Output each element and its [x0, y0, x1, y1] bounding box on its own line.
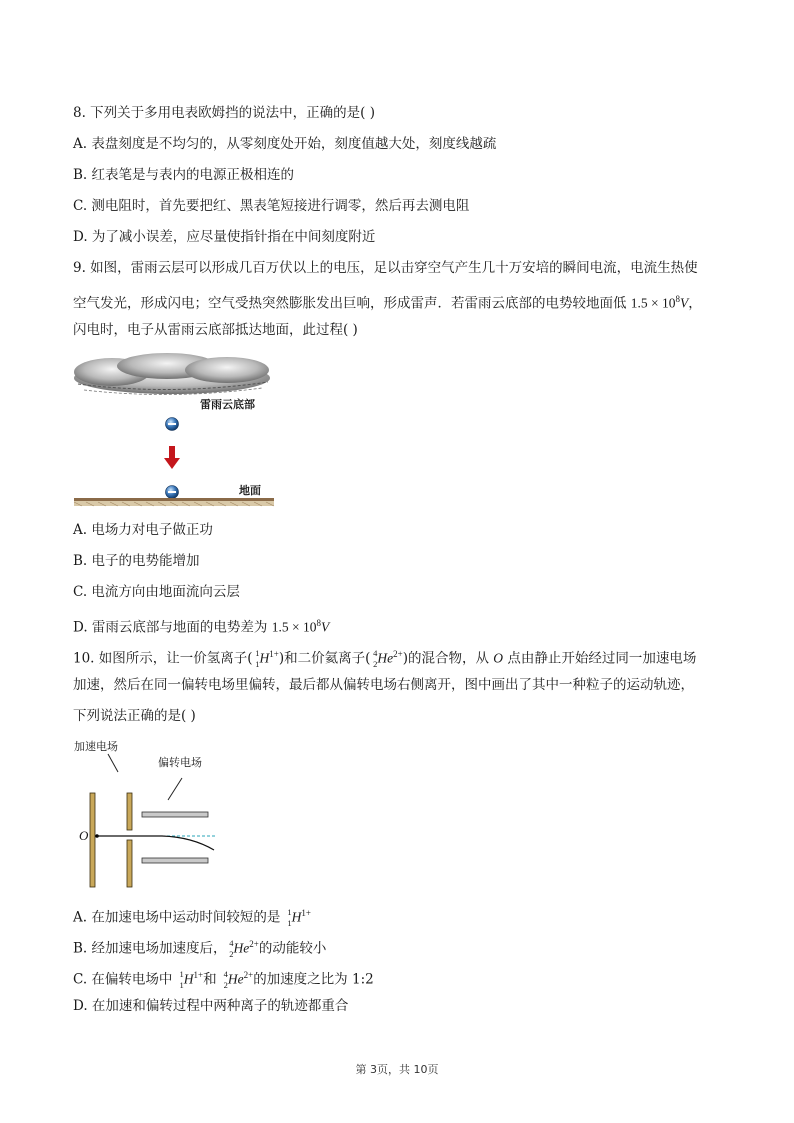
q10-option-b: B. 经加速电场加速度后， 4 2 $He^{2+}$的动能较小: [73, 938, 327, 959]
accel-plate-right-top: [127, 793, 132, 830]
cloud-shape: [74, 353, 270, 395]
deflect-field-label: 偏转电场: [158, 756, 202, 769]
q10-stem-line1: 10. 如图所示，让一价氢离子( 1 1 $H^{1+}$)和二价氦离子( 4 2 $He^{2+}$)的混合物，从 O 点由静止开始经过同一加速电场: [73, 648, 697, 669]
q10-stem-line3: 下列说法正确的是( ): [73, 708, 196, 724]
deflect-plate-bottom: [142, 858, 208, 863]
q9-option-d: D. 雷雨云底部与地面的电势差为 $1.5 \times 10^8V$: [73, 618, 330, 636]
q10-stem-line2: 加速，然后在同一偏转电场里偏转，最后都从偏转电场右侧离开，图中画出了其中一种粒子的运动轨迹，: [73, 677, 694, 693]
electron-bottom: [166, 486, 179, 499]
q9-option-a: A. 电场力对电子做正功: [73, 522, 213, 538]
o-point-label: O: [79, 828, 89, 843]
q9-stem-line2: 空气发光，形成闪电；空气受热突然膨胀发出巨响，形成雷声．若雷雨云底部的电势较地面低 $1.5 \times 10^8V$，: [73, 294, 702, 312]
ground-surface: [74, 498, 274, 506]
cloud-bottom-label: 雷雨云底部: [200, 398, 255, 411]
accel-plate-left: [90, 793, 95, 887]
q9-option-b: B. 电子的电势能增加: [73, 553, 200, 569]
particle-trajectory: [97, 836, 214, 850]
page-footer: 第 3页，共 10页: [355, 1063, 439, 1076]
q10-option-d: D. 在加速和偏转过程中两种离子的轨迹都重合: [73, 998, 349, 1014]
electron-top: [166, 418, 179, 431]
deflect-label-pointer: [168, 778, 182, 800]
q8-option-d: D. 为了减小误差，应尽量使指针指在中间刻度附近: [73, 229, 376, 245]
q8-stem: 8. 下列关于多用电表欧姆挡的说法中，正确的是( ): [73, 105, 375, 121]
q9-stem-line3: 闪电时，电子从雷雨云底部抵达地面，此过程( ): [73, 322, 358, 338]
q10-figure: [72, 738, 232, 893]
q10-option-c: C. 在偏转电场中 1 1 $H^{1+}$和 4 2 $He^{2+}$的加速度之比为 1:2: [73, 969, 374, 990]
accel-deflect-diagram: [72, 738, 232, 893]
q8-option-a: A. 表盘刻度是不均匀的，从零刻度处开始，刻度值越大处，刻度线越疏: [73, 136, 497, 152]
q9-option-c: C. 电流方向由地面流向云层: [73, 584, 240, 600]
deflect-plate-top: [142, 812, 208, 817]
q10-option-a: A. 在加速电场中运动时间较短的是 1 1 $H^{1+}$: [73, 907, 311, 928]
q9-figure: [72, 352, 282, 512]
accel-plate-right-bottom: [127, 840, 132, 887]
q9-stem-line1: 9. 如图，雷雨云层可以形成几百万伏以上的电压，足以击穿空气产生几十万安培的瞬间电流，电流生热使: [73, 260, 698, 276]
accel-label-pointer: [108, 754, 118, 772]
q8-option-b: B. 红表笔是与表内的电源正极相连的: [73, 167, 295, 183]
q8-option-c: C. 测电阻时，首先要把红、黑表笔短接进行调零，然后再去测电阻: [73, 198, 470, 214]
ground-label: 地面: [239, 484, 261, 497]
accel-field-label: 加速电场: [74, 740, 118, 753]
down-arrow-icon: [164, 446, 180, 469]
